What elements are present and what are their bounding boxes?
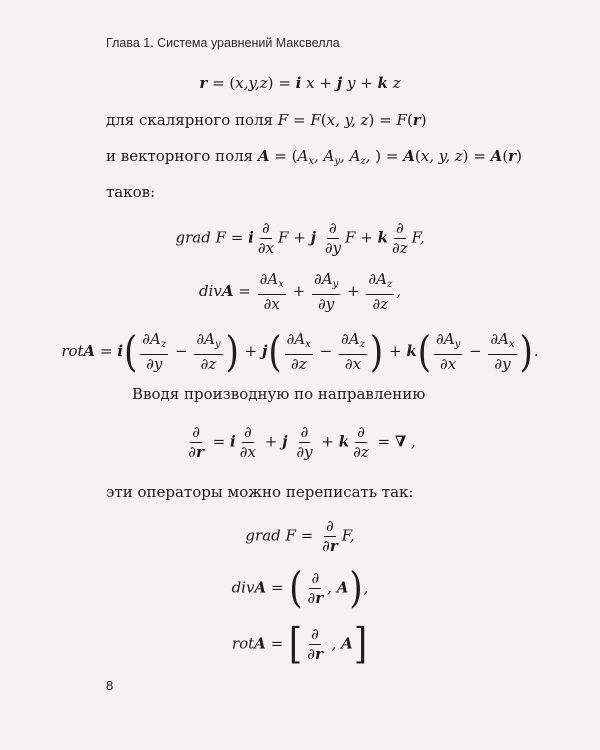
div-equation: divA = $\frac{\partial A_x}{\partial x}$ + $\frac{\partial A_y}{\partial y}$ + $\frac{\partial A_z}{\partial z}$ ,: [198, 270, 402, 313]
rewrite-text: эти операторы можно переписать так:: [106, 483, 414, 501]
scalar-field-line: для скалярного поля F = F(x, y, z) = F(r): [106, 111, 427, 129]
running-header: Глава 1. Система уравнений Максвелла: [106, 36, 340, 50]
grad-operator: grad: [175, 228, 211, 246]
div-nabla-equation: divA = ( $\frac{\partial}{\partial r}$ , A),: [231, 563, 369, 613]
vector-field-line: и векторного поля $A = (A_x$, $A_y$, $A_z$, ) = A(x, y, z) = A(r): [106, 147, 522, 167]
grad-nabla-equation: grad F = $\frac{\partial}{\partial r}$ F,: [245, 516, 355, 555]
vector-field-text: и векторного поля: [106, 147, 254, 165]
rot-operator: rot: [61, 342, 84, 360]
div-operator: div: [198, 282, 222, 300]
div-operator-2: div: [231, 578, 255, 596]
scalar-field-text: для скалярного поля: [106, 111, 274, 129]
rot-operator-2: rot: [231, 634, 255, 652]
grad-equation: grad F = i $\frac{\partial}{\partial x}$ F + j $\frac{\partial}{\partial y}$ F + k $\frac{\partial}{\partial z}$ F,: [175, 218, 425, 257]
position-vector-equation: r = (x,y,z) = i x + j y + k z: [199, 74, 401, 92]
intro-derivative-text: Вводя производную по направлению: [132, 385, 426, 403]
nabla-equation: $\frac{\partial}{\partial r}$ = i $\frac{\partial}{\partial x}$ + j $\frac{\partial}{\partial y}$ + k $\frac{\partial}{\partial z}$ = ∇ ,: [188, 422, 416, 461]
grad-operator-2: grad: [245, 526, 281, 544]
page-number: 8: [106, 678, 114, 693]
rot-nabla-equation: rotA = [ $\frac{\partial}{\partial r}$ , A]: [231, 619, 368, 669]
rot-equation: rotA = i( $\frac{\partial A_z}{\partial y}$ − $\frac{\partial A_y}{\partial z}$ ) + j( $\frac{\partial A_x}{\partial z}$ − $\frac{\partial A_z}{\partial x}$ ) + k( $\frac{\partial A_y}{\partial x}$ − $\frac{\partial A_x}{\partial y}$ ).: [61, 327, 539, 377]
takov-text: таков:: [106, 183, 156, 201]
